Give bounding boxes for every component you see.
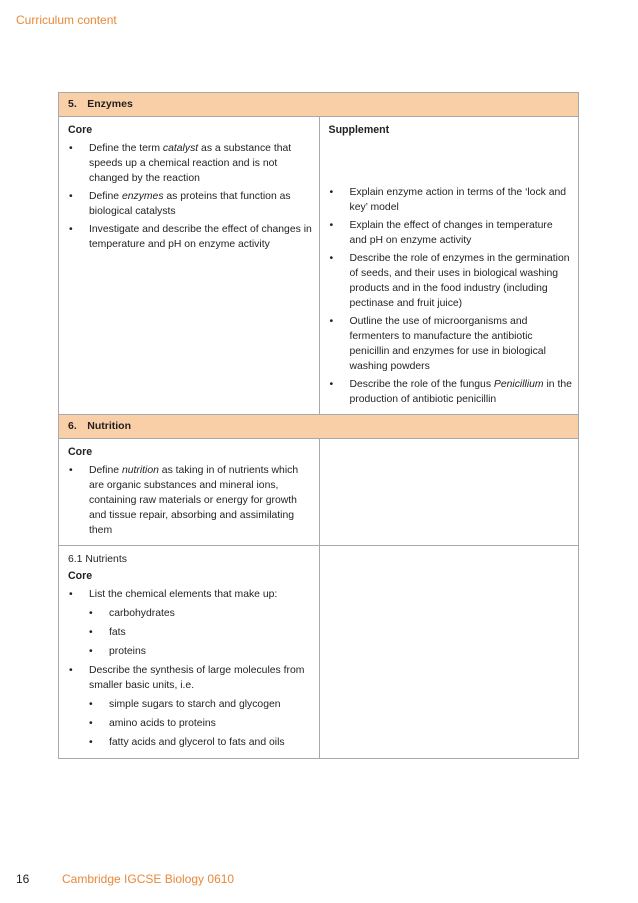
core-column — [59, 439, 319, 545]
core-item — [68, 222, 313, 252]
item-text: List the chemical elements that make up: — [89, 589, 278, 600]
supplement-item — [329, 377, 573, 407]
nested-item — [88, 697, 313, 712]
item-text: carbohydrates — [109, 608, 175, 619]
footer-title: Cambridge IGCSE Biology 0610 — [62, 872, 235, 886]
item-text: Investigate and describe the effect of changes in temperature and pH on enzyme activity — [89, 224, 312, 250]
item-text: Explain enzyme action in terms of the ‘lock and key’ model — [349, 187, 567, 213]
item-text: fats — [109, 627, 126, 638]
item-text: Define — [89, 191, 122, 202]
supplement-item — [329, 314, 573, 374]
item-text: Describe the role of the fungus — [349, 379, 494, 390]
supplement-column — [319, 117, 579, 414]
item-text: Define — [89, 465, 122, 476]
nested-item — [88, 716, 313, 731]
curriculum-table — [58, 92, 579, 759]
nested-item — [88, 735, 313, 750]
supplement-item — [329, 251, 573, 311]
supplement-item — [329, 218, 573, 248]
section-5-heading: 5. Enzymes — [59, 93, 578, 117]
item-text: Explain the effect of changes in temperature and pH on enzyme activity — [349, 220, 553, 246]
nutrients-row — [59, 546, 578, 758]
item-text: Describe the synthesis of large molecules from smaller basic units, i.e. — [89, 665, 305, 691]
core-item — [68, 141, 313, 186]
core-item — [68, 189, 313, 219]
item-term: catalyst — [162, 143, 199, 154]
item-text: as proteins that function as biological catalysts — [89, 191, 291, 217]
item-text: proteins — [109, 646, 146, 657]
core-column — [59, 117, 319, 414]
core-item — [68, 587, 313, 602]
core-column — [59, 546, 319, 758]
item-text: amino acids to proteins — [109, 718, 216, 729]
page-number: 16 — [16, 872, 30, 886]
core-item — [68, 663, 313, 693]
core-item — [68, 463, 313, 538]
core-label: Core — [68, 124, 93, 136]
subsection-label: 6.1 Nutrients — [68, 554, 127, 565]
supplement-item — [329, 185, 573, 215]
supplement-label: Supplement — [328, 124, 390, 136]
supplement-column — [319, 546, 579, 758]
item-text: in the production of antibiotic penicillin — [349, 379, 572, 405]
item-term: nutrition — [121, 465, 159, 476]
section-5-row — [59, 117, 578, 415]
item-text: Define the term — [89, 143, 163, 154]
alignment-spacer — [329, 141, 573, 185]
section-6-heading: 6. Nutrition — [59, 415, 578, 439]
core-label: Core — [68, 446, 93, 458]
nested-item — [88, 625, 313, 640]
item-text: as taking in of nutrients which are organic substances and mineral ions, containing raw materials or energy for growth and tissue repair, absorbing and assimilating them — [89, 465, 299, 536]
item-text: fatty acids and glycerol to fats and oils — [109, 737, 285, 748]
item-text: as a substance that speeds up a chemical reaction and is not changed by the reaction — [89, 143, 292, 184]
section-6-row — [59, 439, 578, 546]
running-header: Curriculum content — [16, 13, 117, 27]
item-term: enzymes — [121, 191, 164, 202]
item-text: Outline the use of microorganisms and fermenters to manufacture the antibiotic penicillin and enzymes for use in biological washing powders — [349, 316, 546, 372]
core-label: Core — [68, 570, 93, 582]
supplement-column — [319, 439, 579, 545]
item-text: Describe the role of enzymes in the germination of seeds, and their uses in biological washing products and in the food industry (including pectinase and fruit juice) — [349, 253, 570, 309]
nested-item — [88, 644, 313, 659]
item-text: simple sugars to starch and glycogen — [109, 699, 281, 710]
item-term: Penicillium — [493, 379, 544, 390]
nested-item — [88, 606, 313, 621]
